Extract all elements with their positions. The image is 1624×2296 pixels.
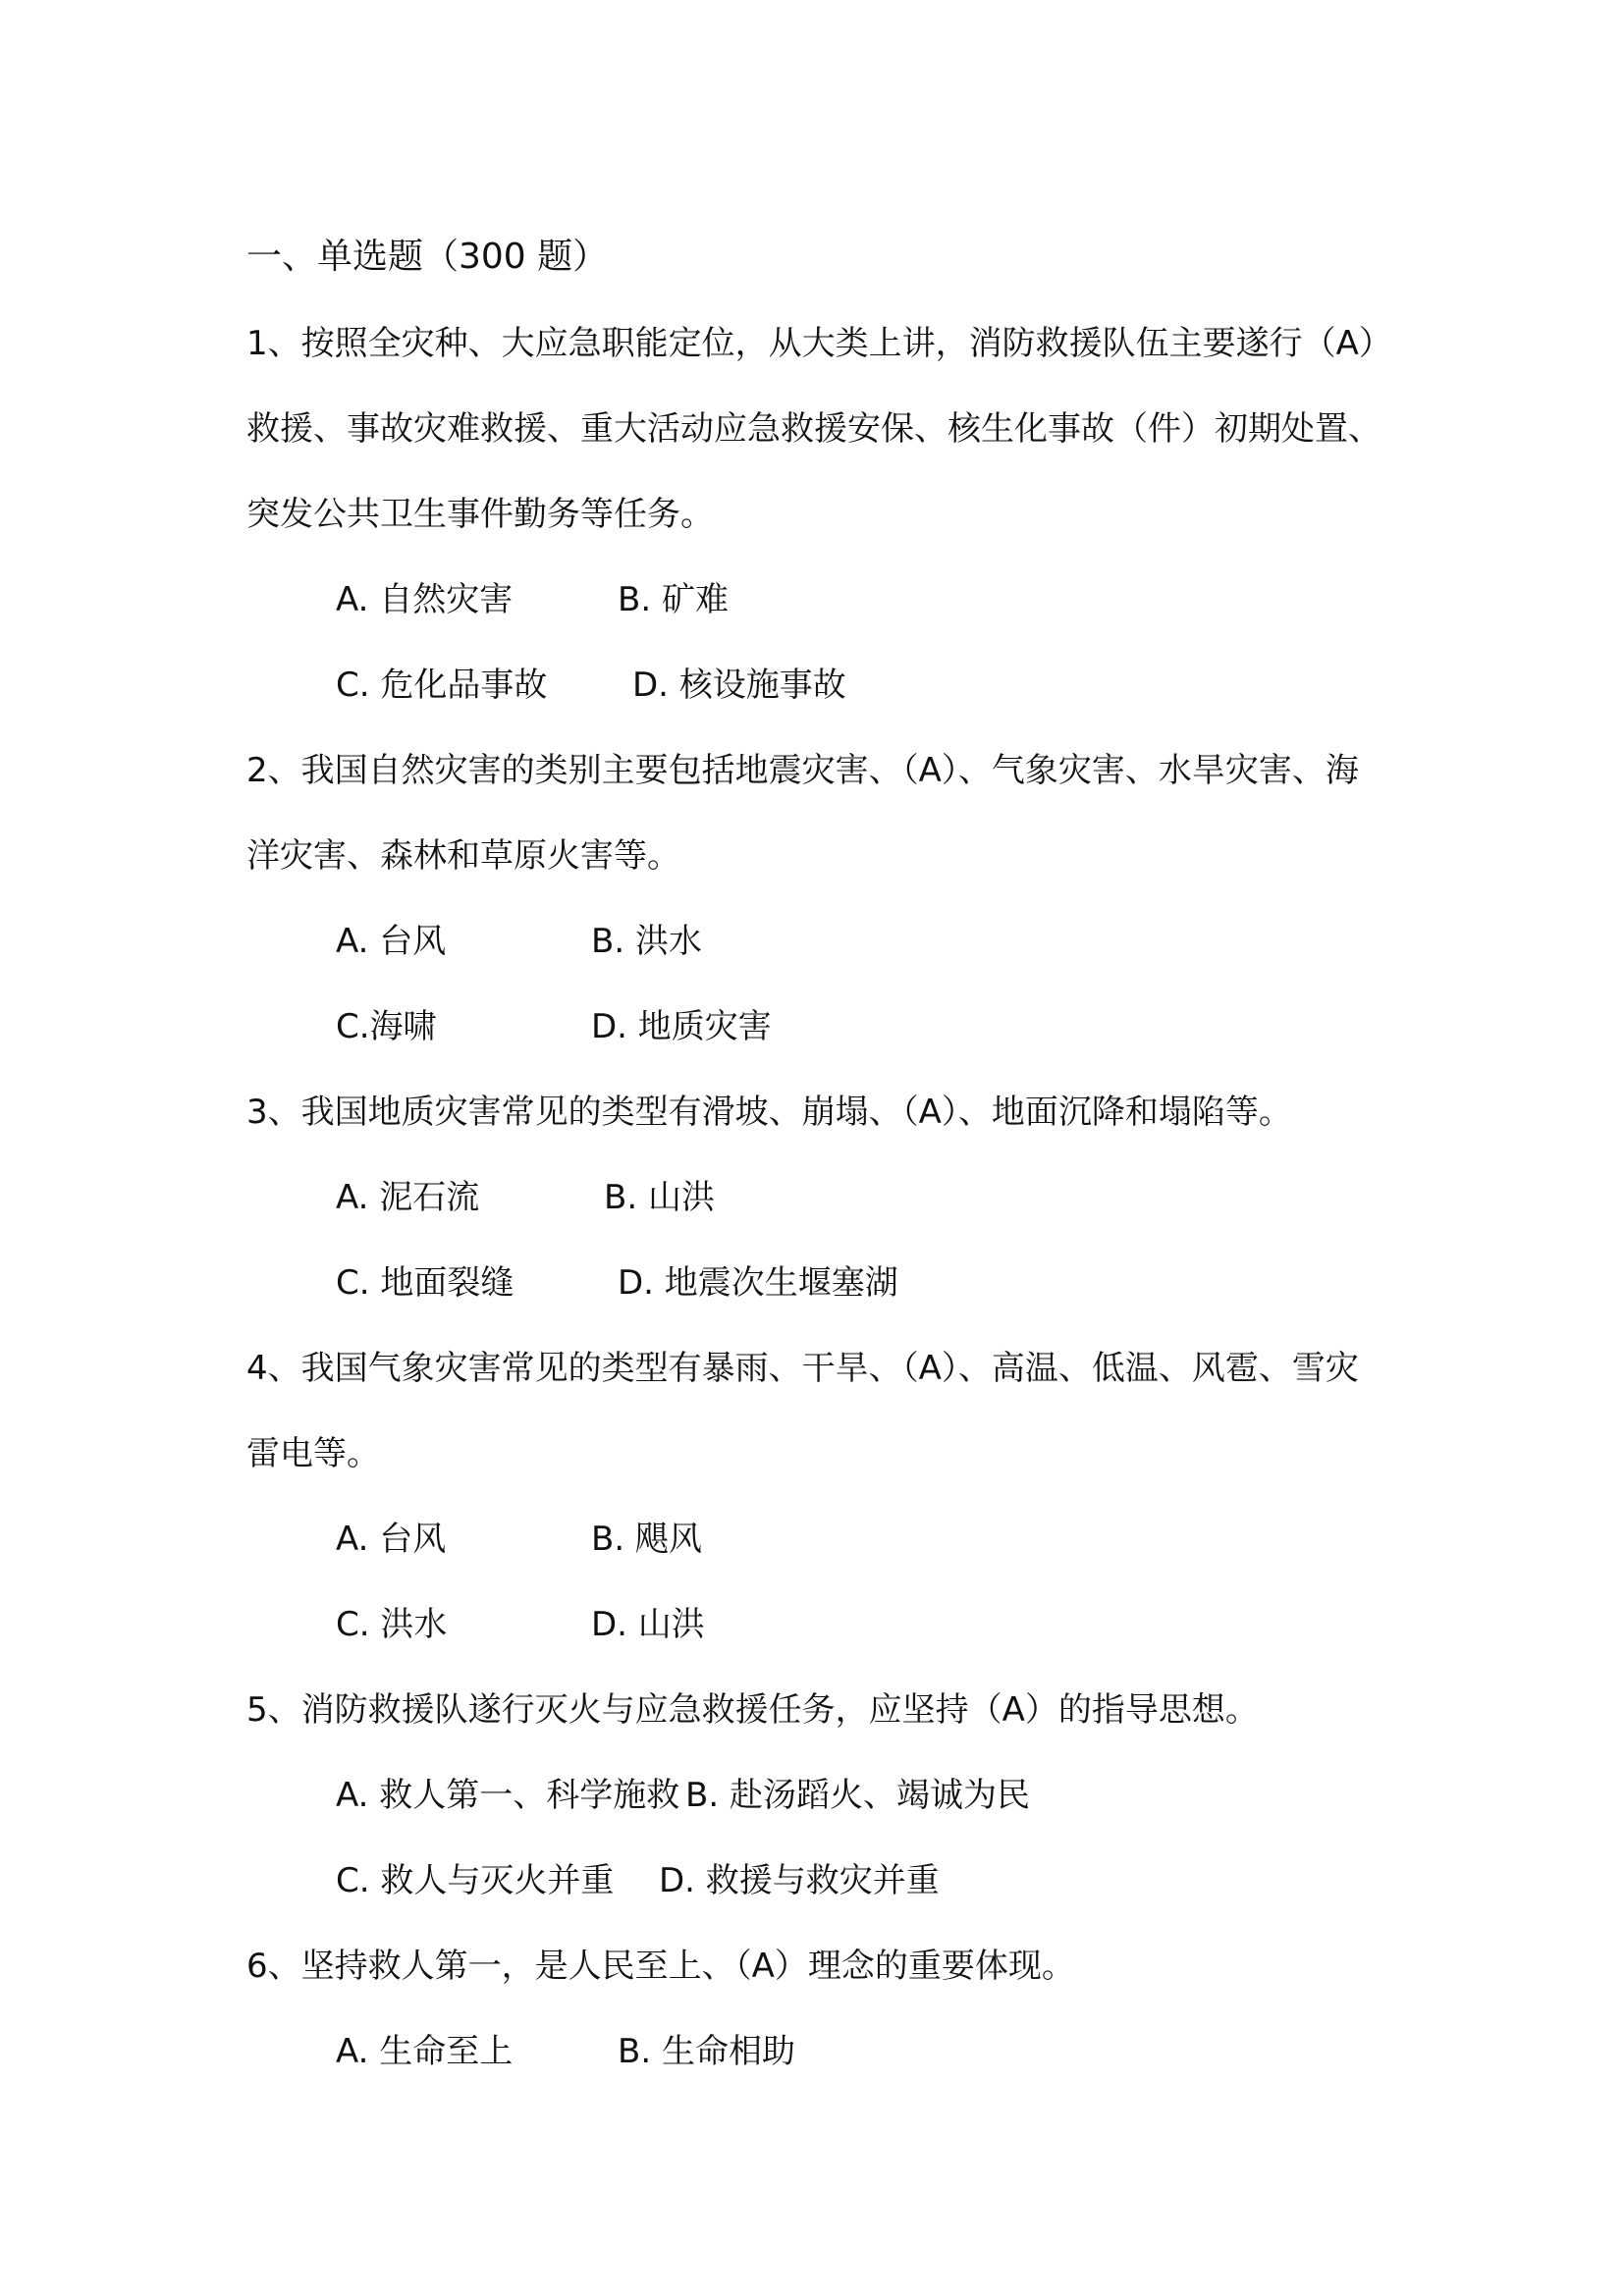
question-2-option-d: D. 地质灾害 bbox=[591, 1007, 772, 1046]
question-4-line-2: 雷电等。 bbox=[246, 1434, 380, 1473]
question-2-option-b: B. 洪水 bbox=[591, 922, 702, 961]
question-4-option-b: B. 飓风 bbox=[591, 1520, 702, 1559]
question-4-option-c: C. 洪水 bbox=[336, 1605, 448, 1644]
question-1-line-1: 1、按照全灾种、大应急职能定位，从大类上讲，消防救援队伍主要遂行（A） bbox=[246, 324, 1392, 363]
question-1-option-b: B. 矿难 bbox=[618, 580, 729, 619]
question-5-option-a: A. 救人第一、科学施救 bbox=[336, 1776, 680, 1815]
question-2-line-1: 2、我国自然灾害的类别主要包括地震灾害、（A）、气象灾害、水旱灾害、海 bbox=[246, 751, 1359, 790]
question-3-option-b: B. 山洪 bbox=[604, 1178, 715, 1217]
question-3-option-a: A. 泥石流 bbox=[336, 1178, 480, 1217]
question-6-option-b: B. 生命相助 bbox=[618, 2032, 795, 2071]
question-3-option-c: C. 地面裂缝 bbox=[336, 1263, 514, 1303]
question-2-option-a: A. 台风 bbox=[336, 922, 447, 961]
question-2-option-c: C.海啸 bbox=[336, 1007, 437, 1046]
question-6-option-a: A. 生命至上 bbox=[336, 2032, 514, 2071]
question-5-option-d: D. 救援与救灾并重 bbox=[659, 1861, 940, 1900]
question-1-option-d: D. 核设施事故 bbox=[632, 666, 846, 705]
question-5-option-b: B. 赴汤蹈火、竭诚为民 bbox=[685, 1776, 1030, 1815]
question-1-option-a: A. 自然灾害 bbox=[336, 580, 514, 619]
question-4-option-d: D. 山洪 bbox=[591, 1605, 705, 1644]
question-2-line-2: 洋灾害、森林和草原火害等。 bbox=[246, 836, 680, 876]
question-3-line-1: 3、我国地质灾害常见的类型有滑坡、崩塌、（A）、地面沉降和塌陷等。 bbox=[246, 1093, 1292, 1132]
question-5-option-c: C. 救人与灭火并重 bbox=[336, 1861, 615, 1900]
section-title: 一、单选题（300 题） bbox=[246, 237, 609, 277]
question-4-line-1: 4、我国气象灾害常见的类型有暴雨、干旱、（A）、高温、低温、风雹、雪灾 bbox=[246, 1349, 1359, 1388]
question-5-line-1: 5、消防救援队遂行灭火与应急救援任务，应坚持（A）的指导思想。 bbox=[246, 1690, 1259, 1730]
question-1-line-3: 突发公共卫生事件勤务等任务。 bbox=[246, 495, 714, 534]
question-6-line-1: 6、坚持救人第一，是人民至上、（A）理念的重要体现。 bbox=[246, 1947, 1075, 1986]
question-4-option-a: A. 台风 bbox=[336, 1520, 447, 1559]
question-1-option-c: C. 危化品事故 bbox=[336, 666, 548, 705]
question-3-option-d: D. 地震次生堰塞湖 bbox=[618, 1263, 898, 1303]
question-1-line-2: 救援、事故灾难救援、重大活动应急救援安保、核生化事故（件）初期处置、 bbox=[246, 409, 1381, 449]
